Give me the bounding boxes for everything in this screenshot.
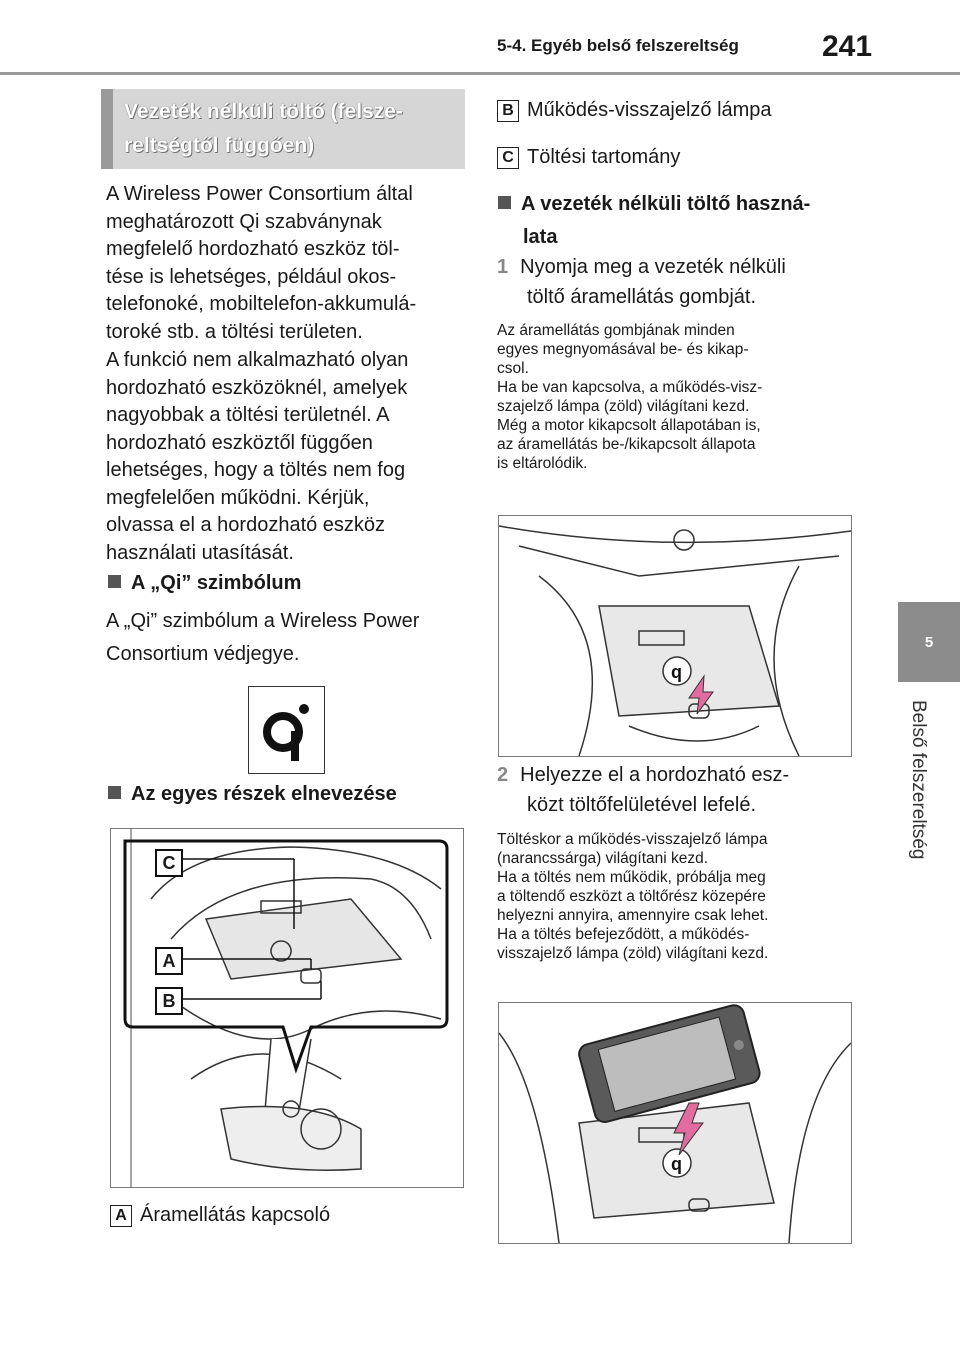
square-bullet-icon: [108, 575, 121, 588]
text-line: egyes megnyomásával be- és kikap-: [497, 341, 749, 358]
legend-item-b: [497, 97, 772, 125]
text-line: A „Qi” szimbólum a Wireless Power: [106, 610, 420, 632]
text-line: nagyobbak a töltési területnél. A: [106, 404, 390, 426]
text-line: a töltendő eszközt a töltőrész közepére: [497, 888, 766, 905]
section-title: [124, 95, 459, 163]
section-title-text: Vezeték nélküli töltő (felsze-reltségtől függően): [124, 100, 403, 157]
text-line: is eltárolódik.: [497, 455, 588, 472]
text-line: lehetséges, hogy a töltés nem fog: [106, 459, 406, 481]
text-line: használati utasítását.: [106, 541, 294, 564]
qi-symbol-icon: [248, 686, 325, 774]
text-line: Ha a töltés befejeződött, a működés-: [497, 926, 750, 943]
text-line: telefonoké, mobiltelefon-akkumulá-: [106, 293, 417, 315]
step-2-note: [497, 830, 857, 963]
text-line: töltő áramellátás gombját.: [527, 286, 757, 308]
text-line: A Wireless Power Consortium által: [106, 183, 413, 205]
header-divider: [0, 72, 960, 75]
figure-label-a: A: [155, 947, 183, 975]
legend-item-c: [497, 144, 680, 172]
text-line: az áramellátás be-/kikapcsolt állapota: [497, 436, 756, 453]
legend-label: C: [497, 147, 519, 169]
chapter-label: Belső felszereltség: [908, 700, 929, 860]
text-line: Töltéskor a működés-visszajelző lámpa: [497, 831, 768, 848]
svg-text:q: q: [671, 662, 682, 682]
usage-heading-line2: lata: [523, 226, 558, 248]
square-bullet-icon: [108, 786, 121, 799]
text-line: Helyezze el a hordozható esz-: [520, 764, 790, 786]
text-line: Consortium védjegye.: [106, 643, 300, 665]
section-title-accent: [101, 89, 113, 169]
text-line: szajelző lámpa (zöld) világítani kezd.: [497, 398, 750, 415]
qi-paragraph: [106, 605, 466, 671]
caption-label: A: [110, 1205, 132, 1227]
text-line: hordozható eszközöknél, amelyek: [106, 376, 408, 399]
power-button-illustration: [498, 515, 852, 757]
text-line: Ha be van kapcsolva, a működés-visz-: [497, 379, 763, 396]
text-line: olvassa el a hordozható eszköz: [106, 514, 386, 536]
text-line: Még a motor kikapcsolt állapotában is,: [497, 417, 761, 434]
step-1-note: [497, 321, 857, 473]
legend-label: B: [497, 100, 519, 122]
caption-a: [110, 1202, 330, 1230]
chapter-tab: 5: [898, 602, 960, 682]
text-line: toroké stb. a töltési területen.: [106, 320, 363, 343]
text-line: A funkció nem alkalmazható olyan: [106, 349, 409, 371]
figure-label-b: B: [155, 987, 183, 1015]
text-line: Nyomja meg a vezeték nélküli: [520, 256, 786, 278]
text-line: hordozható eszköztől függően: [106, 431, 373, 454]
header-section-title: 5-4. Egyéb belső felszereltség: [497, 36, 739, 55]
text-line: Ha a töltés nem működik, próbálja meg: [497, 869, 766, 886]
limitation-paragraph: [106, 347, 466, 567]
figure-label-c: C: [155, 849, 183, 877]
text-line: közt töltőfelületével lefelé.: [527, 794, 757, 816]
caption-text: Áramellátás kapcsoló: [140, 1204, 331, 1226]
text-line: (narancssárga) világítani kezd.: [497, 850, 709, 867]
text-line: meghatározott Qi szabványnak: [106, 210, 382, 233]
step-number: 1: [497, 256, 509, 278]
qi-heading: A „Qi” szimbólum: [108, 572, 301, 595]
step-1: [497, 252, 786, 312]
phone-placement-illustration: [498, 1002, 852, 1244]
page-number: 241: [822, 30, 873, 63]
text-line: helyezni annyira, amennyire csak lehet.: [497, 907, 769, 924]
step-2: [497, 760, 789, 820]
square-bullet-icon: [498, 196, 511, 209]
parts-illustration: [110, 828, 464, 1188]
intro-paragraph: [106, 181, 466, 346]
text-line: megfelelő hordozható eszköz töl-: [106, 238, 400, 260]
text-line: visszajelző lámpa (zöld) világítani kezd.: [497, 945, 769, 962]
text-line: csol.: [497, 360, 529, 377]
parts-heading: Az egyes részek elnevezése: [108, 783, 397, 806]
legend-text: Működés-visszajelző lámpa: [527, 99, 772, 121]
usage-heading: A vezeték nélküli töltő haszná- lata: [498, 188, 810, 254]
svg-text:q: q: [671, 1154, 682, 1174]
legend-text: Töltési tartomány: [527, 146, 681, 168]
text-line: tése is lehetséges, például okos-: [106, 265, 397, 288]
step-number: 2: [497, 764, 509, 786]
text-line: megfelelően működni. Kérjük,: [106, 486, 370, 509]
text-line: Az áramellátás gombjának minden: [497, 322, 735, 339]
